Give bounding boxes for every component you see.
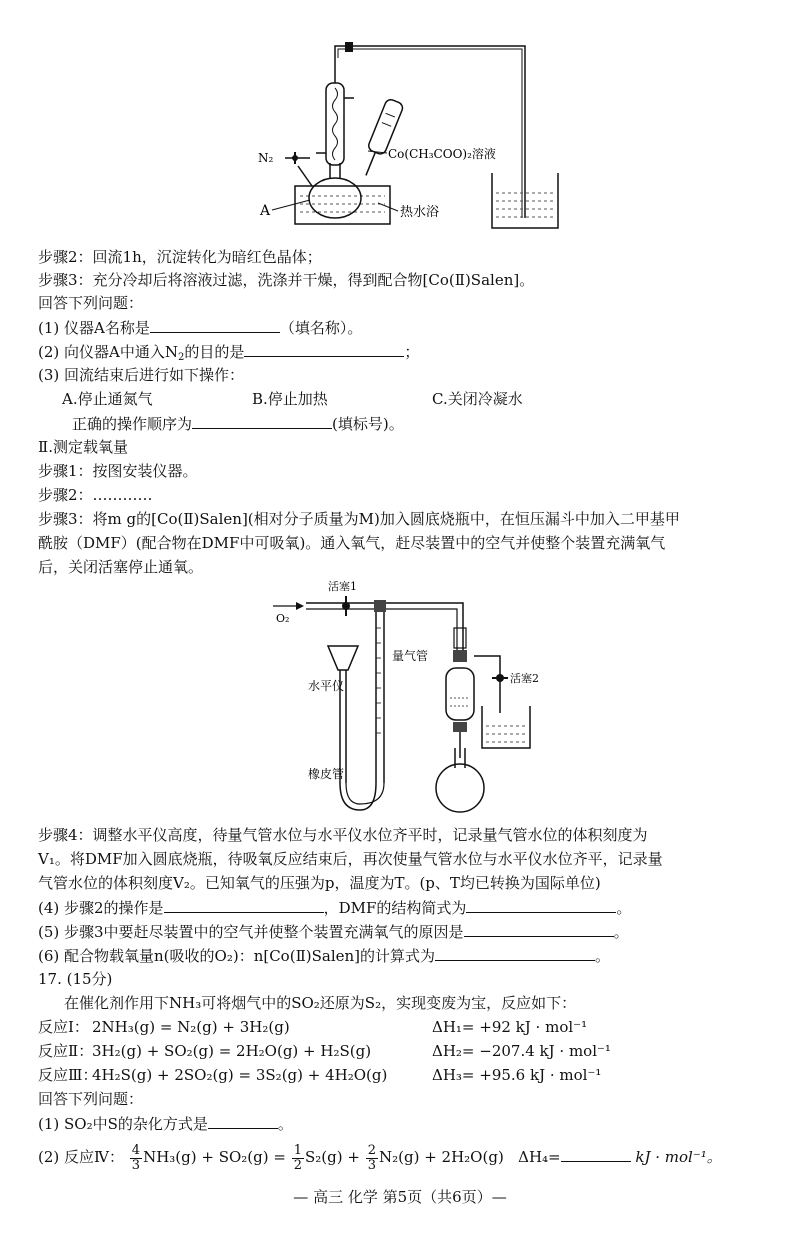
water-bath	[295, 186, 390, 224]
part1-prompt: 回答下列问题：	[38, 294, 144, 312]
gas-measurement-figure	[268, 578, 558, 818]
page-footer: — 高三 化学 第5页（共6页）—	[293, 1188, 507, 1206]
level-funnel	[328, 646, 358, 670]
step4-line2: V₁。将DMF加入圆底烧瓶，待吸氧反应结束后，再次使量气管水位与水平仪水位齐平，记录量	[38, 850, 663, 868]
label-gas-burette: 量气管	[392, 649, 429, 663]
question-4	[38, 896, 631, 919]
question-2-mid: 的目的是	[184, 343, 245, 361]
round-bottom-flask	[436, 764, 484, 812]
part2-step3-line2: 酰胺（DMF）(配合物在DMF中可吸氧)。通入氧气，赶尽装置中的空气并使整个装置充满氧气	[38, 534, 666, 552]
question-1-text: (1) 仪器A名称是	[38, 319, 150, 337]
step4-line3: 气管水位的体积刻度V₂。已知氧气的压强为p，温度为T。(p、T均已转换为国际单位)	[38, 874, 601, 892]
question-1-suffix: （填名称）。	[279, 319, 363, 337]
reaction-4-unit: kJ · mol⁻¹。	[635, 1148, 722, 1166]
answer-blank-4a[interactable]	[164, 896, 324, 913]
q17-question-1-text: (1) SO₂中S的杂化方式是	[38, 1115, 208, 1133]
answer-blank-1[interactable]	[150, 316, 280, 333]
option-c: C.关闭冷凝水	[432, 390, 523, 408]
label-n2: N₂	[258, 151, 274, 165]
label-cobalt-solution: Co(CH₃COO)₂溶液	[388, 147, 496, 161]
question-3-order-text: 正确的操作顺序为	[72, 415, 193, 433]
q17-intro: 在催化剂作用下NH₃可将烟气中的SO₂还原为S₂，实现变废为宝，反应如下：	[64, 994, 577, 1012]
label-o2: O₂	[276, 612, 290, 625]
question-3: (3) 回流结束后进行如下操作：	[38, 366, 245, 384]
question-3-order-suffix: (填标号)。	[332, 415, 404, 433]
answer-blank-3[interactable]	[192, 412, 332, 429]
question-4-suffix: 。	[616, 899, 632, 917]
question-3-options	[62, 388, 523, 410]
answer-blank-2[interactable]	[244, 340, 404, 357]
question-1	[38, 316, 362, 339]
question-6	[38, 944, 610, 967]
rubber-hose	[340, 783, 376, 810]
label-rubber-hose: 橡皮管	[308, 767, 345, 781]
reaction-4-part1: NH₃(g) + SO₂(g) =	[143, 1148, 286, 1166]
question-2-text: (2) 向仪器A中通入N	[38, 343, 178, 361]
question-2: (2) 向仪器A中通入$N_2$的目的是 ；	[38, 340, 419, 369]
question-6-text: (6) 配合物载氧量n(吸收的O₂)：n[Co(Ⅱ)Salen]的计算式为	[38, 947, 436, 965]
answer-blank-17-2[interactable]	[561, 1145, 631, 1162]
question-6-suffix: 。	[595, 947, 611, 965]
question-5-text: (5) 步骤3中要赶尽装置中的空气并使整个装置充满氧气的原因是	[38, 923, 464, 941]
q17-prompt: 回答下列问题：	[38, 1090, 144, 1108]
three-neck-flask	[309, 178, 361, 218]
question-4-text: (4) 步骤2的操作是	[38, 899, 164, 917]
reaction-1-enthalpy: ΔH₁= +92 kJ · mol⁻¹	[432, 1018, 588, 1036]
label-stopcock-2: 活塞2	[510, 672, 539, 685]
reaction-1-label: 反应Ⅰ：	[38, 1018, 89, 1036]
part1-step2: 步骤2：回流1h，沉淀转化为暗红色晶体；	[38, 248, 322, 266]
answer-blank-4b[interactable]	[466, 896, 616, 913]
fraction-4-3: $\frac{4}{3}$	[131, 1142, 141, 1173]
reaction-3-enthalpy: ΔH₃= +95.6 kJ · mol⁻¹	[432, 1066, 602, 1084]
part2-step3-line1: 步骤3：将m g的[Co(Ⅱ)Salen](相对分子质量为M)加入圆底烧瓶中，在恒压漏斗中加入二甲基甲	[38, 510, 680, 528]
reaction-4-part3: N₂(g) + 2H₂O(g)	[379, 1148, 504, 1166]
question-2-suffix: ；	[404, 343, 420, 361]
q17-question-2-label: (2) 反应Ⅳ：	[38, 1148, 125, 1166]
q17-number: 17. (15分)	[38, 970, 113, 988]
answer-blank-6[interactable]	[435, 944, 595, 961]
reaction-2-equation: 3H₂(g) + SO₂(g) = 2H₂O(g) + H₂S(g)	[92, 1042, 372, 1060]
question-5	[38, 920, 629, 943]
part2-title: Ⅱ.测定载氧量	[38, 438, 128, 456]
reflux-apparatus-figure	[250, 18, 570, 233]
gas-tube	[335, 46, 525, 218]
question-3-order	[72, 412, 404, 435]
reaction-4-part2: S₂(g) +	[305, 1148, 360, 1166]
fraction-1-2: $\frac{1}{2}$	[293, 1142, 302, 1173]
reaction-3-label: 反应Ⅲ：	[38, 1066, 98, 1084]
reaction-2-enthalpy: ΔH₂= −207.4 kJ · mol⁻¹	[432, 1042, 611, 1060]
answer-blank-17-1[interactable]	[208, 1112, 278, 1129]
fraction-2-3: $\frac{2}{3}$	[367, 1142, 376, 1173]
label-stopcock-1: 活塞1	[328, 580, 357, 593]
part2-step2: 步骤2：…………	[38, 486, 153, 504]
option-b: B.停止加热	[252, 390, 328, 408]
step4-line1: 步骤4：调整水平仪高度，待量气管水位与水平仪水位齐平时，记录量气管水位的体积刻度为	[38, 826, 648, 844]
answer-blank-5[interactable]	[464, 920, 614, 937]
q17-question-1	[38, 1112, 293, 1135]
q17-question-1-suffix: 。	[277, 1115, 293, 1133]
label-level-meter: 水平仪	[308, 679, 345, 693]
question-5-suffix: 。	[613, 923, 629, 941]
reaction-4-enthalpy: ΔH₄=	[518, 1148, 561, 1166]
question-4-mid: ，DMF的结构简式为	[323, 899, 467, 917]
label-hot-water-bath: 热水浴	[400, 205, 440, 220]
option-a: A.停止通氮气	[62, 390, 153, 408]
reaction-3-equation: 4H₂S(g) + 2SO₂(g) = 3S₂(g) + 4H₂O(g)	[92, 1066, 388, 1084]
constant-pressure-funnel	[446, 668, 474, 720]
q17-question-2	[38, 1140, 722, 1174]
reaction-2-label: 反应Ⅱ：	[38, 1042, 94, 1060]
label-a: A	[260, 203, 271, 219]
part2-step1: 步骤1：按图安装仪器。	[38, 462, 198, 480]
reaction-1-equation: 2NH₃(g) = N₂(g) + 3H₂(g)	[92, 1018, 290, 1036]
part2-step3-line3: 后，关闭活塞停止通氧。	[38, 558, 204, 576]
part1-step3: 步骤3：充分冷却后将溶液过滤，洗涤并干燥，得到配合物[Co(Ⅱ)Salen]。	[38, 271, 535, 289]
